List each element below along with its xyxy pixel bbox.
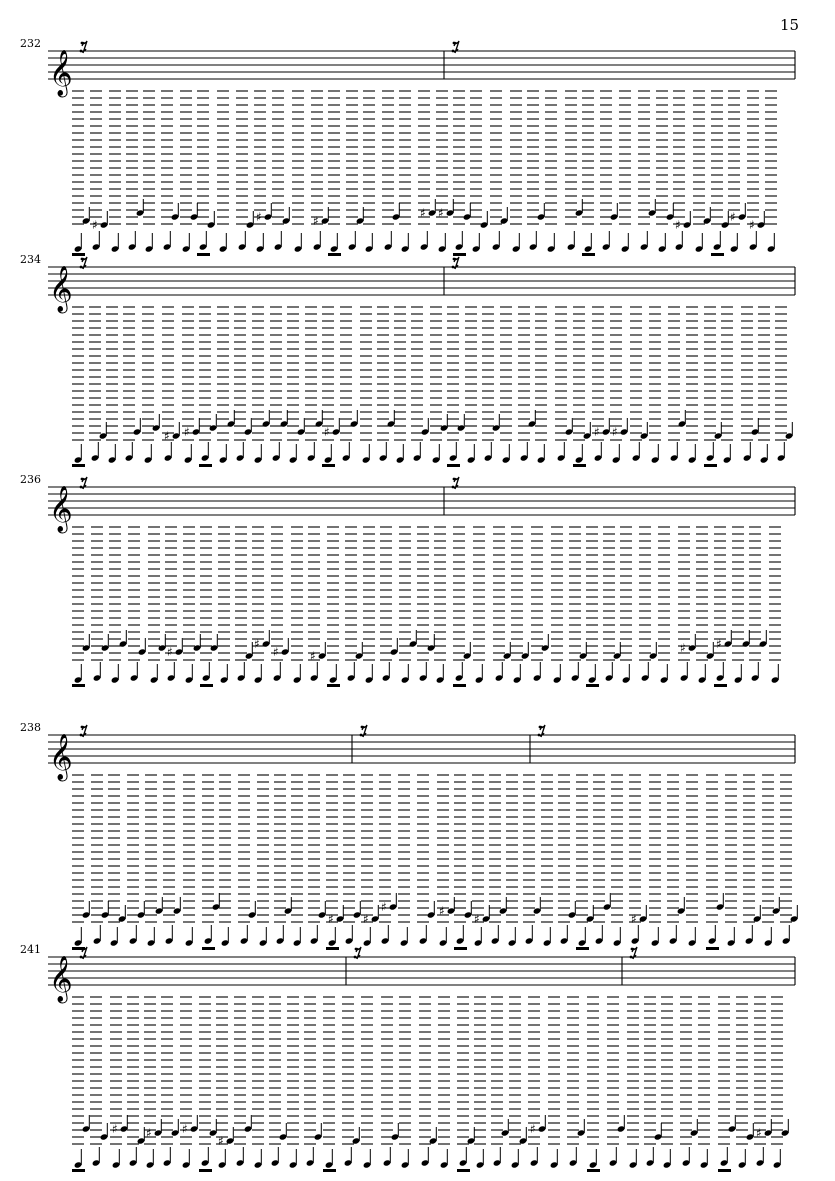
whole-rest-bar [582, 253, 595, 256]
staff-system [20, 721, 798, 950]
whole-rest-bar [706, 947, 719, 950]
staff-system [20, 943, 795, 1172]
whole-rest-bar [453, 253, 466, 256]
treble-clef-icon: 𝄞 [49, 266, 73, 312]
sharp-icon: ♯ [167, 645, 173, 659]
whole-rest-bar [323, 1169, 336, 1172]
whole-rest-bar [327, 684, 340, 687]
whole-rest-bar [199, 464, 212, 467]
rest-dot [80, 266, 83, 269]
sharp-icon: ♯ [631, 912, 637, 926]
rest-dot [452, 50, 455, 53]
sharp-icon: ♯ [612, 425, 618, 439]
staff-system [20, 473, 795, 687]
whole-rest-bar [72, 684, 85, 687]
rest-dot [453, 42, 456, 45]
whole-rest-bar [72, 464, 85, 467]
sharp-icon: ♯ [756, 1126, 762, 1140]
whole-rest-bar [457, 1169, 470, 1172]
sharp-icon: ♯ [420, 206, 426, 220]
whole-rest-bar [586, 684, 599, 687]
rest-dot [355, 948, 358, 951]
whole-rest-bar [200, 684, 213, 687]
rest-dot [80, 50, 83, 53]
whole-rest-bar [72, 253, 85, 256]
whole-rest-bar [718, 1169, 731, 1172]
sharp-icon: ♯ [146, 1126, 152, 1140]
whole-rest-bar [199, 1169, 212, 1172]
rest-dot [81, 948, 84, 951]
whole-rest-bar [202, 947, 215, 950]
measure-number: 238 [20, 721, 41, 734]
whole-rest-bar [714, 684, 727, 687]
whole-rest-bar [322, 464, 335, 467]
sharp-icon: ♯ [310, 649, 316, 663]
sharp-icon: ♯ [218, 1134, 224, 1148]
rest-dot [354, 956, 357, 959]
sharp-icon: ♯ [730, 210, 736, 224]
rest-dot [539, 726, 542, 729]
sharp-icon: ♯ [92, 218, 98, 232]
rest-dot [453, 258, 456, 261]
sharp-icon: ♯ [716, 637, 722, 651]
measure-number: 241 [20, 943, 41, 956]
sharp-icon: ♯ [439, 904, 445, 918]
sharp-icon: ♯ [381, 900, 387, 914]
rest-dot [80, 734, 83, 737]
whole-rest-bar [447, 464, 460, 467]
whole-rest-bar [453, 684, 466, 687]
staff-system [20, 253, 795, 467]
rest-dot [80, 956, 83, 959]
sharp-icon: ♯ [254, 637, 260, 651]
whole-rest-bar [704, 464, 717, 467]
staff-system [20, 37, 795, 256]
whole-rest-bar [326, 947, 339, 950]
sharp-icon: ♯ [680, 641, 686, 655]
measure-number: 236 [20, 473, 41, 486]
rest-dot [361, 726, 364, 729]
sharp-icon: ♯ [182, 1122, 188, 1136]
whole-rest-bar [573, 464, 586, 467]
rest-dot [452, 266, 455, 269]
treble-clef-icon: 𝄞 [49, 956, 73, 1002]
rest-dot [81, 726, 84, 729]
treble-clef-icon: 𝄞 [49, 486, 73, 532]
whole-rest-bar [587, 1169, 600, 1172]
rest-dot [81, 258, 84, 261]
sharp-icon: ♯ [328, 912, 334, 926]
sharp-icon: ♯ [749, 218, 755, 232]
sharp-icon: ♯ [273, 645, 279, 659]
sharp-icon: ♯ [363, 912, 369, 926]
rest-dot [360, 734, 363, 737]
whole-rest-bar [576, 947, 589, 950]
sharp-icon: ♯ [594, 425, 600, 439]
rest-dot [631, 948, 634, 951]
sharp-icon: ♯ [184, 425, 190, 439]
sharp-icon: ♯ [112, 1122, 118, 1136]
sharp-icon: ♯ [164, 429, 170, 443]
whole-rest-bar [197, 253, 210, 256]
rest-dot [81, 478, 84, 481]
sharp-icon: ♯ [438, 206, 444, 220]
sharp-icon: ♯ [530, 1122, 536, 1136]
rest-dot [452, 486, 455, 489]
sharp-icon: ♯ [324, 425, 330, 439]
measure-number: 234 [20, 253, 41, 266]
rest-dot [630, 956, 633, 959]
sharp-icon: ♯ [313, 214, 319, 228]
treble-clef-icon: 𝄞 [49, 50, 73, 96]
rest-dot [538, 734, 541, 737]
whole-rest-bar [328, 253, 341, 256]
treble-clef-icon: 𝄞 [49, 734, 73, 780]
whole-rest-bar [454, 947, 467, 950]
rest-dot [453, 478, 456, 481]
sharp-icon: ♯ [675, 218, 681, 232]
rest-dot [80, 486, 83, 489]
sharp-icon: ♯ [256, 210, 262, 224]
page-number: 15 [780, 16, 800, 34]
whole-rest-bar [72, 1169, 85, 1172]
sharp-icon: ♯ [474, 912, 480, 926]
whole-rest-bar [711, 253, 724, 256]
measure-number: 232 [20, 37, 41, 50]
rest-dot [81, 42, 84, 45]
